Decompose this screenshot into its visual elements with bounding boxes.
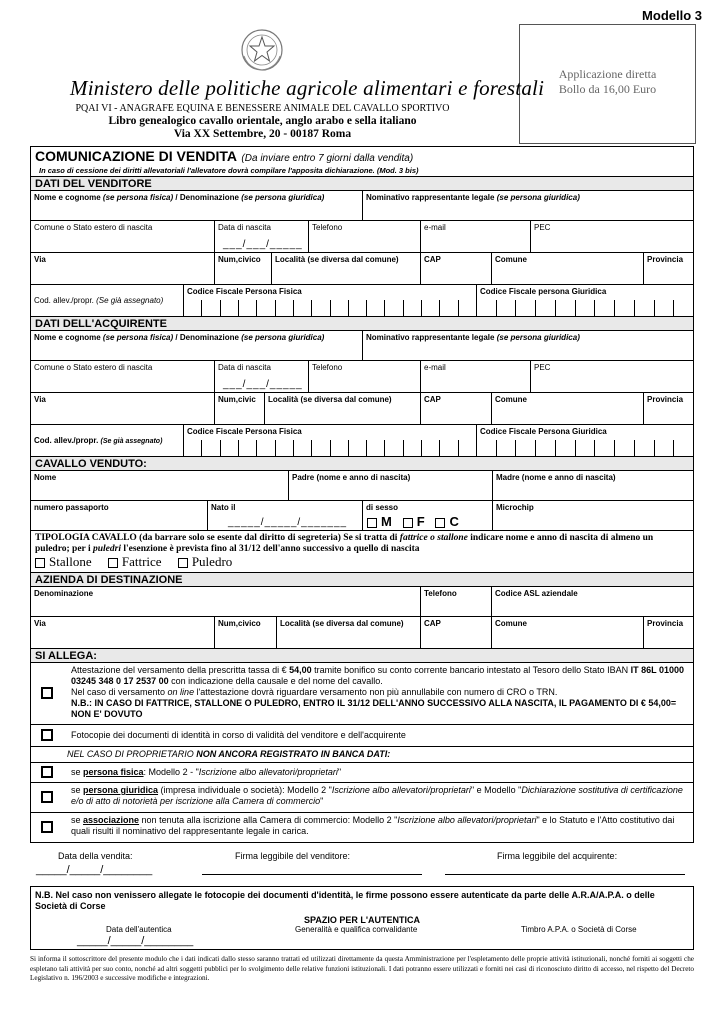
company-text: se persona giuridica (impresa individuale o società): Modello 2 "Iscrizione albo allevatori/proprietari" e Modello "Dichiarazione sostitutiva di certificazione e/o di atto di notorietà per iscrizione alla Camera di commercio"	[71, 785, 683, 806]
attachment-association	[31, 813, 693, 842]
association-text: se associazione non tenuta alla iscrizione alla Camera di commercio: Modello 2 "Iscrizione albo allevatori/proprietari" e lo Statuto e l'Atto costitutivo dai quali risulti il nominativo del rappresentante legale in carica.	[71, 815, 675, 836]
tax-code-boxes[interactable]	[184, 300, 476, 316]
horse-name-field[interactable]: Nome	[34, 473, 57, 482]
destination-phone-field[interactable]: Telefono	[420, 587, 491, 616]
buyer-pec-field[interactable]: PEC	[530, 361, 693, 392]
revenue-stamp-box	[519, 24, 696, 144]
registry-line: Libro genealogico cavallo orientale, anglo arabo e sella italiano	[108, 115, 417, 127]
tax-code-boxes[interactable]	[477, 440, 693, 456]
horse-id-row	[31, 501, 693, 531]
sex-f-label: F	[416, 514, 425, 529]
buyer-signature-label: Firma leggibile del acquirente:	[497, 851, 618, 861]
not-registered-row	[31, 747, 693, 763]
buyer-birth-row	[31, 361, 693, 393]
privacy-notice: Si informa il sottoscrittore del presente modulo che i dati indicati dallo stesso saranno trattati ed utilizzati direttamente da questa Amministrazione per l'espletamento delle proprie attività istituzionali, nonché forniti ai soggetti che espletano tali attività per suo conto, nonché ad altri soggetti pubblici per lo svolgimento delle relative funzioni istituzionali. I dati potranno essere utilizzati e forniti nei casi di riconosciuto diritto di accesso, nel rispetto del Decreto Legislativo n. 196/2003 e successive modifiche e integrazioni.	[30, 955, 694, 982]
payment-checkbox[interactable]	[41, 687, 53, 699]
buyer-civic-field[interactable]: Num,civic	[214, 393, 264, 424]
microchip-field[interactable]: Microchip	[492, 501, 693, 530]
section-horse: CAVALLO VENDUTO:	[31, 457, 693, 471]
stallone-checkbox[interactable]	[35, 558, 45, 568]
sex-c-checkbox[interactable]	[435, 518, 445, 528]
seller-pec-field[interactable]: PEC	[530, 221, 693, 252]
stamp-line-1: Applicazione diretta	[558, 67, 657, 81]
buyer-address-row	[31, 393, 693, 425]
seller-legal-rep-field[interactable]: Nominativo rappresentante legale (se persona giuridica)	[362, 191, 693, 220]
attachment-payment	[31, 663, 693, 725]
form-subtitle: (Da inviare entro 7 giorni dalla vendita)	[241, 153, 414, 164]
section-seller: DATI DEL VENDITORE	[31, 177, 693, 191]
buyer-signature-line[interactable]	[445, 874, 685, 875]
buyer-tax-code-company[interactable]: Codice Fiscale Persona Giuridica	[476, 425, 693, 456]
fattrice-label: Fattrice	[121, 554, 162, 569]
horse-sire-field[interactable]: Padre (nome e anno di nascita)	[288, 471, 492, 500]
department-line: PQAI VI - ANAGRAFE EQUINA E BENESSERE ANIMALE DEL CAVALLO SPORTIVO	[75, 103, 450, 114]
association-checkbox[interactable]	[41, 821, 53, 833]
seller-email-field[interactable]: e-mail	[420, 221, 530, 252]
destination-name-field[interactable]: Denominazione	[34, 589, 94, 598]
form-note: In caso di cessione dei diritti allevatoriali l'allevatore dovrà compilare l'apposita dichiarazione. (Mod. 3 bis)	[39, 166, 419, 175]
seller-address-row	[31, 253, 693, 285]
seller-locality-field[interactable]: Località (se diversa dal comune)	[271, 253, 420, 284]
buyer-birthplace-field[interactable]: Comune o Stato estero di nascita	[34, 363, 153, 372]
seller-birthplace-field[interactable]: Comune o Stato estero di nascita	[34, 223, 153, 232]
tax-code-boxes[interactable]	[477, 300, 693, 316]
form-title: COMUNICAZIONE DI VENDITA	[35, 148, 237, 164]
sale-date-label: Data della vendita:	[58, 851, 133, 861]
sex-m-label: M	[381, 514, 392, 529]
stallone-label: Stallone	[49, 554, 92, 569]
seller-street-field[interactable]: Via	[34, 255, 46, 264]
id-docs-text: Fotocopie dei documenti di identità in corso di validità del venditore e dell'acquirente	[71, 730, 406, 740]
destination-cap-field[interactable]: CAP	[420, 617, 491, 648]
stamp-line-2: Bollo da 16,00 Euro	[558, 82, 657, 96]
seller-civic-field[interactable]: Num,civico	[214, 253, 271, 284]
buyer-email-field[interactable]: e-mail	[420, 361, 530, 392]
seller-tax-code-person[interactable]: Codice Fiscale Persona Fisica	[183, 285, 476, 316]
puledro-label: Puledro	[191, 554, 233, 569]
buyer-street-field[interactable]: Via	[34, 395, 46, 404]
seller-phone-field[interactable]: Telefono	[308, 221, 420, 252]
authentication-box	[30, 886, 694, 950]
passport-number-field[interactable]: numero passaporto	[34, 503, 109, 512]
id-docs-checkbox[interactable]	[41, 729, 53, 741]
destination-asl-field[interactable]: Codice ASL aziendale	[491, 587, 693, 616]
sale-date-field[interactable]: _____/_____/________	[36, 864, 153, 876]
company-checkbox[interactable]	[41, 791, 53, 803]
seller-birth-row	[31, 221, 693, 253]
horse-dam-field[interactable]: Madre (nome e anno di nascita)	[492, 471, 693, 500]
sex-f-checkbox[interactable]	[403, 518, 413, 528]
attachment-company	[31, 783, 693, 813]
buyer-locality-field[interactable]: Località (se diversa dal comune)	[264, 393, 420, 424]
seller-birthdate-field[interactable]: Data di nascita ___/___/_____	[214, 221, 308, 252]
buyer-birthdate-field[interactable]: Data di nascita ___/___/_____	[214, 361, 308, 392]
authenticator-label: Generalità e qualifica convalidante	[295, 925, 418, 934]
authentication-date-label: Data dell'autentica	[106, 925, 172, 934]
person-checkbox[interactable]	[41, 766, 53, 778]
seller-breeder-code-field[interactable]: Cod. allev./propr. (Se già assegnato)	[34, 296, 164, 305]
destination-name-row	[31, 587, 693, 617]
destination-street-field[interactable]: Via	[34, 619, 46, 628]
destination-locality-field[interactable]: Località (se diversa dal comune)	[276, 617, 420, 648]
sex-m-checkbox[interactable]	[367, 518, 377, 528]
destination-province-field[interactable]: Provincia	[643, 617, 693, 648]
not-registered-text: NEL CASO DI PROPRIETARIO NON ANCORA REGISTRATO IN BANCA DATI:	[67, 749, 391, 759]
horse-name-row	[31, 471, 693, 501]
seller-signature-line[interactable]	[202, 874, 422, 875]
destination-city-field[interactable]: Comune	[491, 617, 643, 648]
section-attachments: SI ALLEGA:	[31, 649, 693, 663]
payment-text: Attestazione del versamento della prescritta tassa di € 54,00 tramite bonifico su conto corrente bancario intestato al Tesoro dello Stato IBAN IT 86L 01000 03245 348 0 17 2537 00 con indicazione della causale e del nome del cavallo. Nel caso di versamento on line l'attestazione dovrà riguardare versamento non più annullabile con numero di CRO o TRN. N.B.: IN CASO DI FATTRICE, STALLONE O PULEDRO, ENTRO IL 31/12 DELL'ANNO SUCCESSIVO ALLA NASCITA, IL PAGAMENTO DI € 54,00= NON E' DOVUTO	[71, 665, 685, 719]
horse-type-note: TIPOLOGIA CAVALLO (da barrare solo se esente dal diritto di segreteria) Se si tratta di fattrice o stallone indicare nome e anno di nascita di almeno un puledro; per i puledri l'esenzione è prevista fino al 31/12 dell'anno successivo a quello di nascita	[35, 533, 654, 554]
sale-form	[30, 146, 694, 843]
buyer-phone-field[interactable]: Telefono	[308, 361, 420, 392]
seller-codes-row	[31, 285, 693, 317]
buyer-name-field[interactable]: Nome e cognome (se persona fisica) / Denominazione (se persona giuridica)	[34, 333, 325, 342]
buyer-codes-row	[31, 425, 693, 457]
buyer-legal-rep-field[interactable]: Nominativo rappresentante legale (se persona giuridica)	[362, 331, 693, 360]
seller-name-field[interactable]: Nome e cognome (se persona fisica) / Denominazione (se persona giuridica)	[34, 193, 325, 202]
tax-code-boxes[interactable]	[184, 440, 476, 456]
address-line: Via XX Settembre, 20 - 00187 Roma	[173, 128, 352, 140]
seller-city-field[interactable]: Comune	[491, 253, 643, 284]
horse-birthdate-field[interactable]: Nato il _____/_____/_______	[207, 501, 362, 530]
form-title-row	[31, 147, 693, 177]
section-destination: AZIENDA DI DESTINAZIONE	[31, 573, 693, 587]
buyer-breeder-code-field[interactable]: Cod. allev./propr. (Se già assegnato)	[34, 436, 163, 445]
republic-emblem-icon	[238, 26, 286, 74]
seller-name-row	[31, 191, 693, 221]
buyer-tax-code-person[interactable]: Codice Fiscale Persona Fisica	[183, 425, 476, 456]
seller-cap-field[interactable]: CAP	[420, 253, 491, 284]
buyer-province-field[interactable]: Provincia	[643, 393, 693, 424]
attachment-id-docs	[31, 725, 693, 747]
seller-tax-code-company[interactable]: Codice Fiscale persona Giuridica	[476, 285, 693, 316]
person-text: se persona fisica: Modello 2 - "Iscrizione albo allevatori/proprietari"	[71, 767, 342, 777]
horse-type-row	[31, 531, 693, 573]
form-model-number: Modello 3	[642, 8, 702, 23]
authentication-title: SPAZIO PER L'AUTENTICA	[304, 915, 420, 925]
ministry-name: Ministero delle politiche agricole alimentari e forestali	[70, 76, 545, 100]
horse-sex-field: di sesso M F C	[362, 501, 492, 530]
authentication-date-field[interactable]: _____/_____/________	[77, 935, 194, 947]
seller-signature-label: Firma leggibile del venditore:	[235, 851, 351, 861]
destination-civic-field[interactable]: Num,civico	[214, 617, 276, 648]
authentication-note: N.B. Nel caso non venissero allegate le fotocopie dei documenti d'identità, le firme possono essere autenticate da parte delle A.R.A/A.P.A. o delle Società di Corse	[35, 890, 655, 911]
fattrice-checkbox[interactable]	[108, 558, 118, 568]
buyer-cap-field[interactable]: CAP	[420, 393, 491, 424]
puledro-checkbox[interactable]	[178, 558, 188, 568]
destination-address-row	[31, 617, 693, 649]
attachment-person	[31, 763, 693, 783]
seller-province-field[interactable]: Provincia	[643, 253, 693, 284]
sex-c-label: C	[449, 514, 459, 529]
buyer-name-row	[31, 331, 693, 361]
buyer-city-field[interactable]: Comune	[491, 393, 643, 424]
stamp-label: Timbro A.P.A. o Società di Corse	[521, 925, 637, 934]
section-buyer: DATI DELL'ACQUIRENTE	[31, 317, 693, 331]
